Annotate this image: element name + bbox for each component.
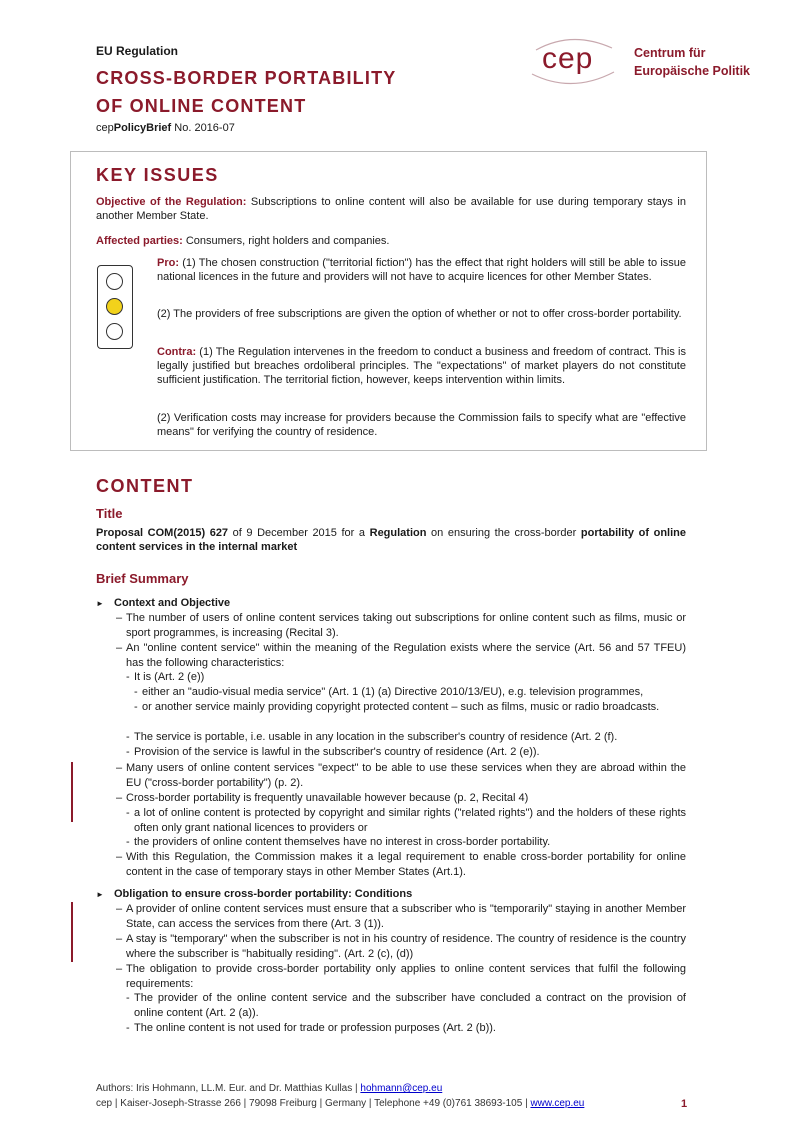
list-item: A provider of online content services must ensure that a subscriber who is "temporarily" staying in another Member State, can access the services from there (Art. 3 (1)). — [126, 903, 686, 930]
key-issues-heading: KEY ISSUES — [96, 165, 219, 185]
list-item: Cross-border portability is frequently unavailable however because (p. 2, Recital 4) — [126, 792, 529, 804]
policy-brief-number: cepPolicyBrief No. 2016-07 — [96, 122, 235, 134]
contra-paragraph-2: (2) Verification costs may increase for providers because the Commission fails to specify what are "effective means" for verifying the country of residence. — [157, 412, 686, 439]
change-marker — [71, 762, 73, 792]
section-obligation-heading: ► Obligation to ensure cross-border portability: Conditions — [96, 888, 413, 900]
list-item: The service is portable, i.e. usable in any location in the subscriber's country of residence (Art. 2 (f). — [134, 731, 618, 743]
logo-name: Centrum für Europäische Politik — [634, 46, 751, 78]
section-context-heading: ► Context and Objective — [96, 597, 231, 609]
list-item: An "online content service" within the meaning of the Regulation exists where the service (Art. 56 and 57 TFEU) has the following characteristics: — [126, 642, 686, 669]
list-item: The obligation to provide cross-border portability only applies to online content services that fulfil the following requirements: — [126, 963, 686, 990]
list-item: With this Regulation, the Commission makes it a legal requirement to enable cross-border portability for online content in the case of temporary stays in other Member States (Art.1). — [126, 851, 686, 878]
footer-address: cep | Kaiser-Joseph-Strasse 266 | 79098 Freiburg | Germany | Telephone +49 (0)761 38693-105 | www.cep.eu — [96, 1098, 585, 1109]
change-marker — [71, 932, 73, 962]
list-item: a lot of online content is protected by copyright and similar rights ("related rights") and the holders of these rights often only grant national licences to providers or — [134, 807, 686, 834]
content-heading: CONTENT — [96, 476, 194, 496]
contra-paragraph-1: Contra: (1) The Regulation intervenes in the freedom to conduct a business and freedom of contract. This is legally justified but breaches ordoliberal principles. The "expectations" of market players do not constitute sufficient justification. The territorial fiction, however, keeps intervention within limits. — [157, 346, 686, 387]
title-line-2: OF ONLINE CONTENT — [96, 96, 307, 116]
list-item: or another service mainly providing copyright protected content – such as films, music or radio broadcasts. — [142, 701, 660, 713]
affected-parties-paragraph: Affected parties: Consumers, right holders and companies. — [96, 235, 390, 247]
traffic-light-icon — [97, 265, 133, 349]
list-item: Provision of the service is lawful in the subscriber's country of residence (Art. 2 (e)). — [134, 746, 540, 758]
list-item: either an "audio-visual media service" (Art. 1 (1) (a) Directive 2010/13/EU), e.g. television programmes, — [142, 686, 644, 698]
list-item: The provider of the online content service and the subscriber have concluded a contract on the provision of online content (Art. 2 (a)). — [134, 992, 686, 1019]
page-title — [96, 64, 396, 120]
change-marker — [71, 792, 73, 822]
website-link[interactable]: www.cep.eu — [530, 1098, 585, 1109]
list-item: A stay is "temporary" when the subscriber is not in his country of residence. The country of residence is the country where the subscriber is "habitually residing". (Art. 2 (c), (d)) — [126, 933, 686, 960]
pro-paragraph-2: (2) The providers of free subscriptions are given the option of whether or not to offer cross-border portability. — [157, 308, 682, 320]
list-item: the providers of online content themselves have no interest in cross-border portability. — [134, 836, 551, 848]
title-heading: Title — [96, 506, 123, 521]
brief-summary-heading: Brief Summary — [96, 571, 189, 586]
list-item: It is (Art. 2 (e)) — [134, 671, 205, 683]
list-item: Many users of online content services "expect" to be able to use these services when they are abroad within the EU ("cross-border portability") (p. 2). — [126, 762, 686, 789]
logo-mark: cep — [542, 42, 594, 75]
traffic-light-middle-lamp — [106, 298, 123, 315]
title-line-1: CROSS-BORDER PORTABILITY — [96, 68, 397, 88]
page-number: 1 — [681, 1098, 688, 1110]
eu-regulation-label: EU Regulation — [96, 44, 179, 58]
cep-logo — [522, 30, 782, 90]
list-item: The online content is not used for trade or profession purposes (Art. 2 (b)). — [134, 1022, 496, 1034]
pro-paragraph-1: Pro: (1) The chosen construction ("territorial fiction") has the effect that right holders will still be able to issue national licences in the future and providers will not have to acquire licences for other Member States. — [157, 257, 686, 284]
traffic-light-top-lamp — [106, 273, 123, 290]
list-item: The number of users of online content services taking out subscriptions for online content such as films, music or sport programmes, is increasing (Recital 3). — [126, 612, 686, 639]
objective-paragraph: Objective of the Regulation: Subscriptions to online content will also be available for use during temporary stays in another Member State. — [96, 196, 686, 223]
author-email-link[interactable]: hohmann@cep.eu — [360, 1083, 443, 1094]
proposal-title: Proposal COM(2015) 627 of 9 December 2015 for a Regulation on ensuring the cross-border portability of online content services in the internal market — [96, 527, 686, 554]
footer-authors: Authors: Iris Hohmann, LL.M. Eur. and Dr. Matthias Kullas | hohmann@cep.eu — [96, 1083, 443, 1094]
change-marker — [71, 902, 73, 932]
traffic-light-bottom-lamp — [106, 323, 123, 340]
